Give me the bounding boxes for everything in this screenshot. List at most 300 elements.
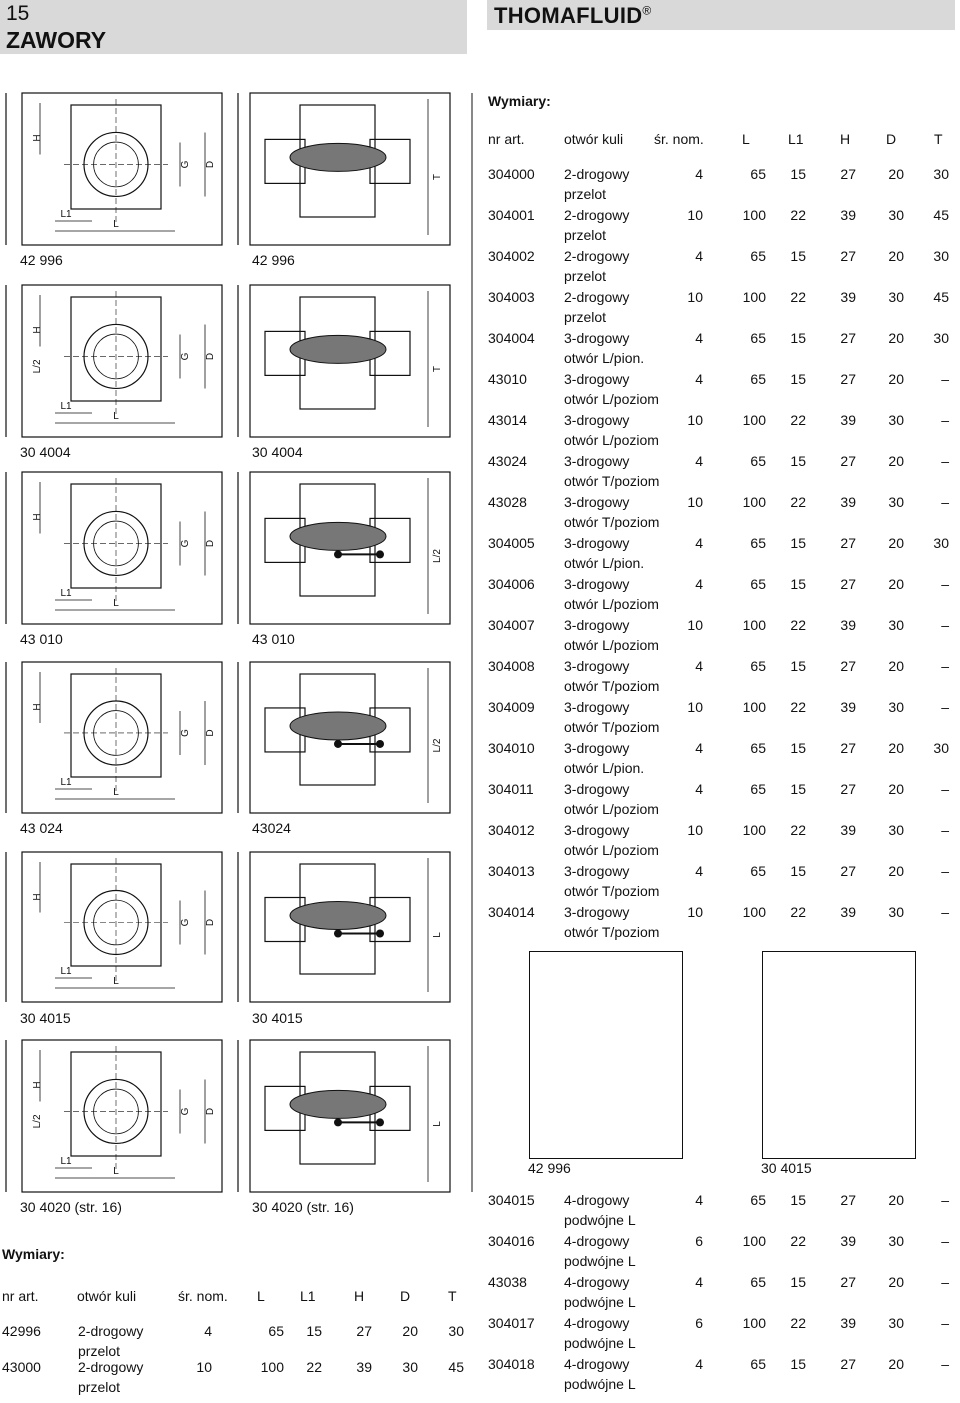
dim-T: – <box>941 371 949 387</box>
dim-L: 65 <box>750 371 766 387</box>
ball-bore-subtype: podwójne L <box>564 1376 636 1392</box>
dim-H: 39 <box>840 1233 856 1249</box>
table-row <box>488 861 948 902</box>
table-row <box>488 328 948 369</box>
ball-bore-type: 4-drogowy <box>564 1274 630 1290</box>
dim-H: 27 <box>356 1323 372 1339</box>
table-row <box>488 656 948 697</box>
ball-bore-subtype: otwór L/poziom <box>564 596 659 612</box>
valve-handle <box>290 143 386 171</box>
dim-D: 20 <box>888 1356 904 1372</box>
table-row <box>488 1231 948 1272</box>
dim-T: – <box>941 1315 949 1331</box>
table-row <box>488 697 948 738</box>
dim-D: 20 <box>888 535 904 551</box>
article-number: 43038 <box>488 1274 527 1290</box>
dim-L1: 15 <box>790 1356 806 1372</box>
dimension-label: L <box>432 1121 443 1127</box>
article-number: 304011 <box>488 781 534 797</box>
article-number: 43000 <box>2 1359 41 1375</box>
dim-D: 30 <box>888 617 904 633</box>
dim-D: 20 <box>888 740 904 756</box>
table-row <box>488 902 948 943</box>
dim-L1: 22 <box>306 1359 322 1375</box>
dim-H: 27 <box>840 535 856 551</box>
drawing-caption-left: 42 996 <box>20 252 63 268</box>
dim-H: 27 <box>840 166 856 182</box>
dim-D: 30 <box>888 1315 904 1331</box>
dim-D: 30 <box>888 207 904 223</box>
drawing-caption-right: 42 996 <box>252 252 295 268</box>
dim-L1: 22 <box>790 207 806 223</box>
article-number: 42996 <box>2 1323 41 1339</box>
article-number: 43028 <box>488 494 527 510</box>
dim-D: 20 <box>888 1192 904 1208</box>
dim-L1: 15 <box>790 371 806 387</box>
dimension-label: L1 <box>60 588 72 599</box>
article-number: 43024 <box>488 453 527 469</box>
ball-bore-type: 3-drogowy <box>564 576 630 592</box>
dim-T: 30 <box>933 535 949 551</box>
ball-bore-type: 3-drogowy <box>564 617 630 633</box>
column-header: nr art. <box>2 1288 39 1304</box>
ball-bore-subtype: otwór T/poziom <box>564 924 660 940</box>
nominal-diameter: 4 <box>695 330 703 346</box>
dim-L: 100 <box>742 822 766 838</box>
nominal-diameter: 6 <box>695 1233 703 1249</box>
ball-bore-type: 2-drogowy <box>564 248 630 264</box>
column-header: H <box>840 131 851 147</box>
table-row <box>488 1272 948 1313</box>
article-number: 304000 <box>488 166 535 182</box>
article-number: 304005 <box>488 535 535 551</box>
dimensions-title: Wymiary: <box>488 93 551 109</box>
ball-bore-subtype: otwór L/poziom <box>564 637 659 653</box>
dim-L: 65 <box>750 535 766 551</box>
dim-T: 45 <box>933 207 949 223</box>
table-row <box>488 615 948 656</box>
dim-L1: 22 <box>790 699 806 715</box>
valve-drawings <box>0 80 480 1220</box>
dim-H: 39 <box>840 822 856 838</box>
table-row <box>488 820 948 861</box>
dim-D: 30 <box>888 699 904 715</box>
ball-bore-type: 3-drogowy <box>564 699 630 715</box>
dim-H: 39 <box>840 412 856 428</box>
dim-T: – <box>941 658 949 674</box>
dim-H: 27 <box>840 781 856 797</box>
dimension-label: D <box>205 352 216 361</box>
dimension-label: L/2 <box>32 1114 43 1129</box>
article-number: 304008 <box>488 658 535 674</box>
article-number: 304010 <box>488 740 535 756</box>
ball-bore-type: 3-drogowy <box>564 904 630 920</box>
drawing-caption-right: 30 4020 (str. 16) <box>252 1199 354 1215</box>
nominal-diameter: 10 <box>687 289 703 305</box>
article-number: 304003 <box>488 289 535 305</box>
dim-L1: 22 <box>790 494 806 510</box>
ball-bore-type: 4-drogowy <box>564 1356 630 1372</box>
dimension-label: L/2 <box>432 549 443 563</box>
dim-T: – <box>941 1192 949 1208</box>
dim-T: – <box>941 453 949 469</box>
dim-T: 30 <box>933 166 949 182</box>
dim-T: 30 <box>933 248 949 264</box>
ball-bore-subtype: przelot <box>564 268 607 284</box>
dim-L: 100 <box>742 412 766 428</box>
article-number: 304016 <box>488 1233 535 1249</box>
ball-bore-subtype: przelot <box>564 227 607 243</box>
dim-L1: 15 <box>790 863 806 879</box>
table-row <box>488 287 948 328</box>
dim-H: 27 <box>840 863 856 879</box>
drawing-caption-left: 43 010 <box>20 631 63 647</box>
article-number: 43014 <box>488 412 527 428</box>
dim-L: 65 <box>750 248 766 264</box>
ball-bore-subtype: otwór T/poziom <box>564 719 660 735</box>
ball-bore-type: 2-drogowy <box>78 1359 144 1375</box>
dim-L: 65 <box>750 1356 766 1372</box>
dim-T: – <box>941 904 949 920</box>
table-row <box>488 369 948 410</box>
dimensions-title-bottom: Wymiary: <box>2 1246 65 1262</box>
dimension-label: H <box>32 1081 43 1089</box>
table-row <box>2 1321 464 1362</box>
ball-bore-subtype: przelot <box>564 186 607 202</box>
table-header-bottom <box>2 1288 464 1308</box>
column-header: L1 <box>788 131 804 147</box>
dim-H: 27 <box>840 330 856 346</box>
nominal-diameter: 10 <box>687 699 703 715</box>
nominal-diameter: 4 <box>695 863 703 879</box>
dimension-label: H <box>32 893 43 901</box>
ball-bore-type: 3-drogowy <box>564 863 630 879</box>
nominal-diameter: 4 <box>695 166 703 182</box>
ball-bore-type: 4-drogowy <box>564 1233 630 1249</box>
box-caption-left: 42 996 <box>528 1160 571 1176</box>
ball-bore-type: 3-drogowy <box>564 453 630 469</box>
table-row <box>488 533 948 574</box>
table-header <box>488 131 948 151</box>
dimension-label: L/2 <box>432 738 443 753</box>
dim-D: 20 <box>888 781 904 797</box>
valve-handle <box>290 1090 386 1118</box>
drawing-frame-left <box>22 285 222 437</box>
table-row <box>488 451 948 492</box>
dim-T: – <box>941 1356 949 1372</box>
dimension-label: L <box>113 219 119 230</box>
article-number: 304015 <box>488 1192 535 1208</box>
dimension-label: L/2 <box>32 359 43 374</box>
ball-bore-subtype: podwójne L <box>564 1253 636 1269</box>
nominal-diameter: 4 <box>695 248 703 264</box>
box-caption-right: 30 4015 <box>761 1160 812 1176</box>
dim-T: – <box>941 781 949 797</box>
dim-L: 100 <box>742 289 766 305</box>
nominal-diameter: 10 <box>687 494 703 510</box>
column-header: D <box>400 1288 411 1304</box>
ball-bore-type: 2-drogowy <box>564 289 630 305</box>
dim-L: 65 <box>750 453 766 469</box>
drawing-frame-left <box>22 662 222 813</box>
ball-bore-subtype: otwór L/pion. <box>564 350 645 366</box>
table-row <box>488 410 948 451</box>
dim-L1: 15 <box>790 330 806 346</box>
column-header: L1 <box>300 1288 316 1304</box>
dim-D: 20 <box>888 1274 904 1290</box>
dim-D: 20 <box>402 1323 418 1339</box>
ball-bore-subtype: otwór L/poziom <box>564 842 659 858</box>
drawing-frame-left <box>22 93 222 245</box>
dim-L: 100 <box>742 207 766 223</box>
ball-bore-subtype: przelot <box>78 1379 121 1395</box>
dim-H: 39 <box>840 494 856 510</box>
ball-bore-subtype: otwór L/poziom <box>564 801 659 817</box>
dim-H: 27 <box>840 658 856 674</box>
dim-L1: 22 <box>790 412 806 428</box>
column-header: T <box>448 1288 457 1304</box>
nominal-diameter: 10 <box>687 412 703 428</box>
dim-D: 30 <box>888 289 904 305</box>
image-placeholder-left <box>529 951 683 1159</box>
dimension-label: D <box>205 160 216 169</box>
ball-bore-subtype: otwór L/pion. <box>564 555 645 571</box>
nominal-diameter: 10 <box>687 822 703 838</box>
dimension-label: L <box>113 411 119 422</box>
dim-T: 45 <box>448 1359 464 1375</box>
dim-T: 30 <box>933 740 949 756</box>
dim-D: 30 <box>888 494 904 510</box>
dim-L1: 15 <box>790 658 806 674</box>
dim-H: 27 <box>840 371 856 387</box>
table-row <box>2 1357 464 1398</box>
dim-D: 20 <box>888 863 904 879</box>
dimension-label: G <box>180 352 191 361</box>
dimension-label: L1 <box>60 401 72 412</box>
column-header: śr. nom. <box>654 131 704 147</box>
article-number: 304004 <box>488 330 535 346</box>
ball-bore-subtype: otwór T/poziom <box>564 883 660 899</box>
dimension-label: G <box>180 1107 191 1116</box>
dim-L1: 15 <box>790 1192 806 1208</box>
dim-H: 39 <box>840 699 856 715</box>
article-number: 304017 <box>488 1315 535 1331</box>
dim-H: 39 <box>356 1359 372 1375</box>
drawing-caption-left: 30 4015 <box>20 1010 71 1026</box>
ball-bore-subtype: otwór L/poziom <box>564 391 659 407</box>
dim-D: 30 <box>888 412 904 428</box>
dim-H: 27 <box>840 1356 856 1372</box>
dim-L: 100 <box>260 1359 284 1375</box>
dimension-label: G <box>180 729 191 737</box>
dim-L1: 22 <box>790 617 806 633</box>
dim-T: 30 <box>448 1323 464 1339</box>
ball-bore-type: 3-drogowy <box>564 658 630 674</box>
dimension-label: D <box>205 539 216 548</box>
table-row <box>488 1354 948 1395</box>
table-row <box>488 779 948 820</box>
dim-L: 65 <box>750 781 766 797</box>
drawing-caption-right: 30 4015 <box>252 1010 303 1026</box>
table-row <box>488 492 948 533</box>
dim-H: 39 <box>840 904 856 920</box>
ball-bore-subtype: otwór T/poziom <box>564 473 660 489</box>
drawing-caption-left: 30 4020 (str. 16) <box>20 1199 122 1215</box>
dim-L: 65 <box>750 658 766 674</box>
column-header: otwór kuli <box>77 1288 137 1304</box>
dim-D: 20 <box>888 330 904 346</box>
dimension-label: L <box>113 598 119 609</box>
dim-L1: 15 <box>790 1274 806 1290</box>
ball-bore-type: 3-drogowy <box>564 781 630 797</box>
nominal-diameter: 4 <box>695 576 703 592</box>
ball-bore-type: 2-drogowy <box>564 207 630 223</box>
table-row <box>488 738 948 779</box>
drawing-caption-left: 43 024 <box>20 820 63 836</box>
dim-D: 20 <box>888 248 904 264</box>
dimension-label: L1 <box>60 966 72 977</box>
article-number: 304001 <box>488 207 535 223</box>
section-title: ZAWORY <box>6 27 107 53</box>
nominal-diameter: 4 <box>695 1192 703 1208</box>
dim-T: – <box>941 494 949 510</box>
dimension-label: L <box>113 787 119 798</box>
ball-bore-subtype: podwójne L <box>564 1212 636 1228</box>
dimension-label: H <box>32 513 43 521</box>
dimension-label: G <box>180 918 191 927</box>
dim-D: 20 <box>888 453 904 469</box>
ball-bore-subtype: przelot <box>78 1343 121 1359</box>
dim-L1: 15 <box>790 453 806 469</box>
dim-H: 39 <box>840 617 856 633</box>
table-row <box>488 1313 948 1354</box>
dim-L: 65 <box>750 166 766 182</box>
article-number: 304006 <box>488 576 535 592</box>
ball-bore-subtype: otwór T/poziom <box>564 678 660 694</box>
dimension-label: L1 <box>60 209 72 220</box>
dim-L1: 15 <box>790 248 806 264</box>
ball-bore-subtype: przelot <box>564 309 607 325</box>
dim-D: 20 <box>888 371 904 387</box>
dim-D: 30 <box>888 904 904 920</box>
dim-T: 30 <box>933 330 949 346</box>
nominal-diameter: 10 <box>196 1359 212 1375</box>
dim-L1: 15 <box>306 1323 322 1339</box>
dimension-label: L1 <box>60 777 72 788</box>
table-row <box>488 164 948 205</box>
ball-bore-subtype: otwór L/poziom <box>564 432 659 448</box>
ball-bore-type: 4-drogowy <box>564 1315 630 1331</box>
dim-L1: 22 <box>790 1233 806 1249</box>
dim-L: 65 <box>268 1323 284 1339</box>
ball-bore-subtype: otwór L/pion. <box>564 760 645 776</box>
nominal-diameter: 4 <box>695 371 703 387</box>
dim-T: 45 <box>933 289 949 305</box>
column-header: T <box>934 131 943 147</box>
ball-bore-subtype: podwójne L <box>564 1294 636 1310</box>
ball-bore-subtype: otwór T/poziom <box>564 514 660 530</box>
dim-L: 65 <box>750 576 766 592</box>
dimension-label: D <box>205 1107 216 1116</box>
article-number: 304013 <box>488 863 535 879</box>
dim-H: 27 <box>840 453 856 469</box>
ball-bore-type: 3-drogowy <box>564 412 630 428</box>
dim-D: 20 <box>888 658 904 674</box>
dimension-label: L <box>113 976 119 987</box>
column-header: nr art. <box>488 131 525 147</box>
drawing-caption-right: 43 010 <box>252 631 295 647</box>
dim-D: 30 <box>888 822 904 838</box>
image-placeholder-right <box>762 951 916 1159</box>
dim-T: – <box>941 617 949 633</box>
dim-L1: 22 <box>790 1315 806 1331</box>
dim-L1: 22 <box>790 904 806 920</box>
article-number: 43010 <box>488 371 527 387</box>
dim-L: 65 <box>750 1192 766 1208</box>
drawing-caption-left: 30 4004 <box>20 444 71 460</box>
dimension-label: H <box>32 703 43 711</box>
ball-bore-type: 3-drogowy <box>564 371 630 387</box>
nominal-diameter: 4 <box>695 453 703 469</box>
dim-L1: 15 <box>790 166 806 182</box>
table-row <box>488 1190 948 1231</box>
article-number: 304009 <box>488 699 535 715</box>
nominal-diameter: 10 <box>687 904 703 920</box>
dim-H: 39 <box>840 207 856 223</box>
dim-L: 100 <box>742 699 766 715</box>
column-header: otwór kuli <box>564 131 624 147</box>
dim-D: 20 <box>888 166 904 182</box>
valve-handle <box>290 335 386 363</box>
ball-bore-type: 3-drogowy <box>564 535 630 551</box>
dim-L: 100 <box>742 904 766 920</box>
drawing-frame-left <box>22 852 222 1002</box>
dim-T: – <box>941 1233 949 1249</box>
brand-title: THOMAFLUID® <box>494 3 652 28</box>
dim-T: – <box>941 1274 949 1290</box>
dim-L1: 15 <box>790 576 806 592</box>
ball-bore-type: 2-drogowy <box>78 1323 144 1339</box>
nominal-diameter: 4 <box>695 658 703 674</box>
dim-T: – <box>941 576 949 592</box>
article-number: 304014 <box>488 904 535 920</box>
dimension-label: H <box>32 326 43 334</box>
valve-handle <box>290 712 386 740</box>
dimension-label: H <box>32 134 43 142</box>
nominal-diameter: 10 <box>687 207 703 223</box>
drawing-frame-left <box>22 472 222 624</box>
dim-L: 65 <box>750 330 766 346</box>
ball-bore-type: 3-drogowy <box>564 740 630 756</box>
article-number: 304002 <box>488 248 535 264</box>
table-row <box>488 205 948 246</box>
table-row <box>488 574 948 615</box>
column-header: śr. nom. <box>178 1288 228 1304</box>
dim-D: 20 <box>888 576 904 592</box>
article-number: 304012 <box>488 822 535 838</box>
dimension-label: T <box>432 365 443 373</box>
page-number: 15 <box>6 2 30 25</box>
article-number: 304018 <box>488 1356 535 1372</box>
dimension-label: D <box>205 729 216 737</box>
dim-D: 30 <box>888 1233 904 1249</box>
dimension-label: L <box>113 1166 119 1177</box>
dim-H: 27 <box>840 740 856 756</box>
dim-H: 39 <box>840 1315 856 1331</box>
dim-T: – <box>941 699 949 715</box>
dim-T: – <box>941 822 949 838</box>
ball-bore-type: 3-drogowy <box>564 494 630 510</box>
